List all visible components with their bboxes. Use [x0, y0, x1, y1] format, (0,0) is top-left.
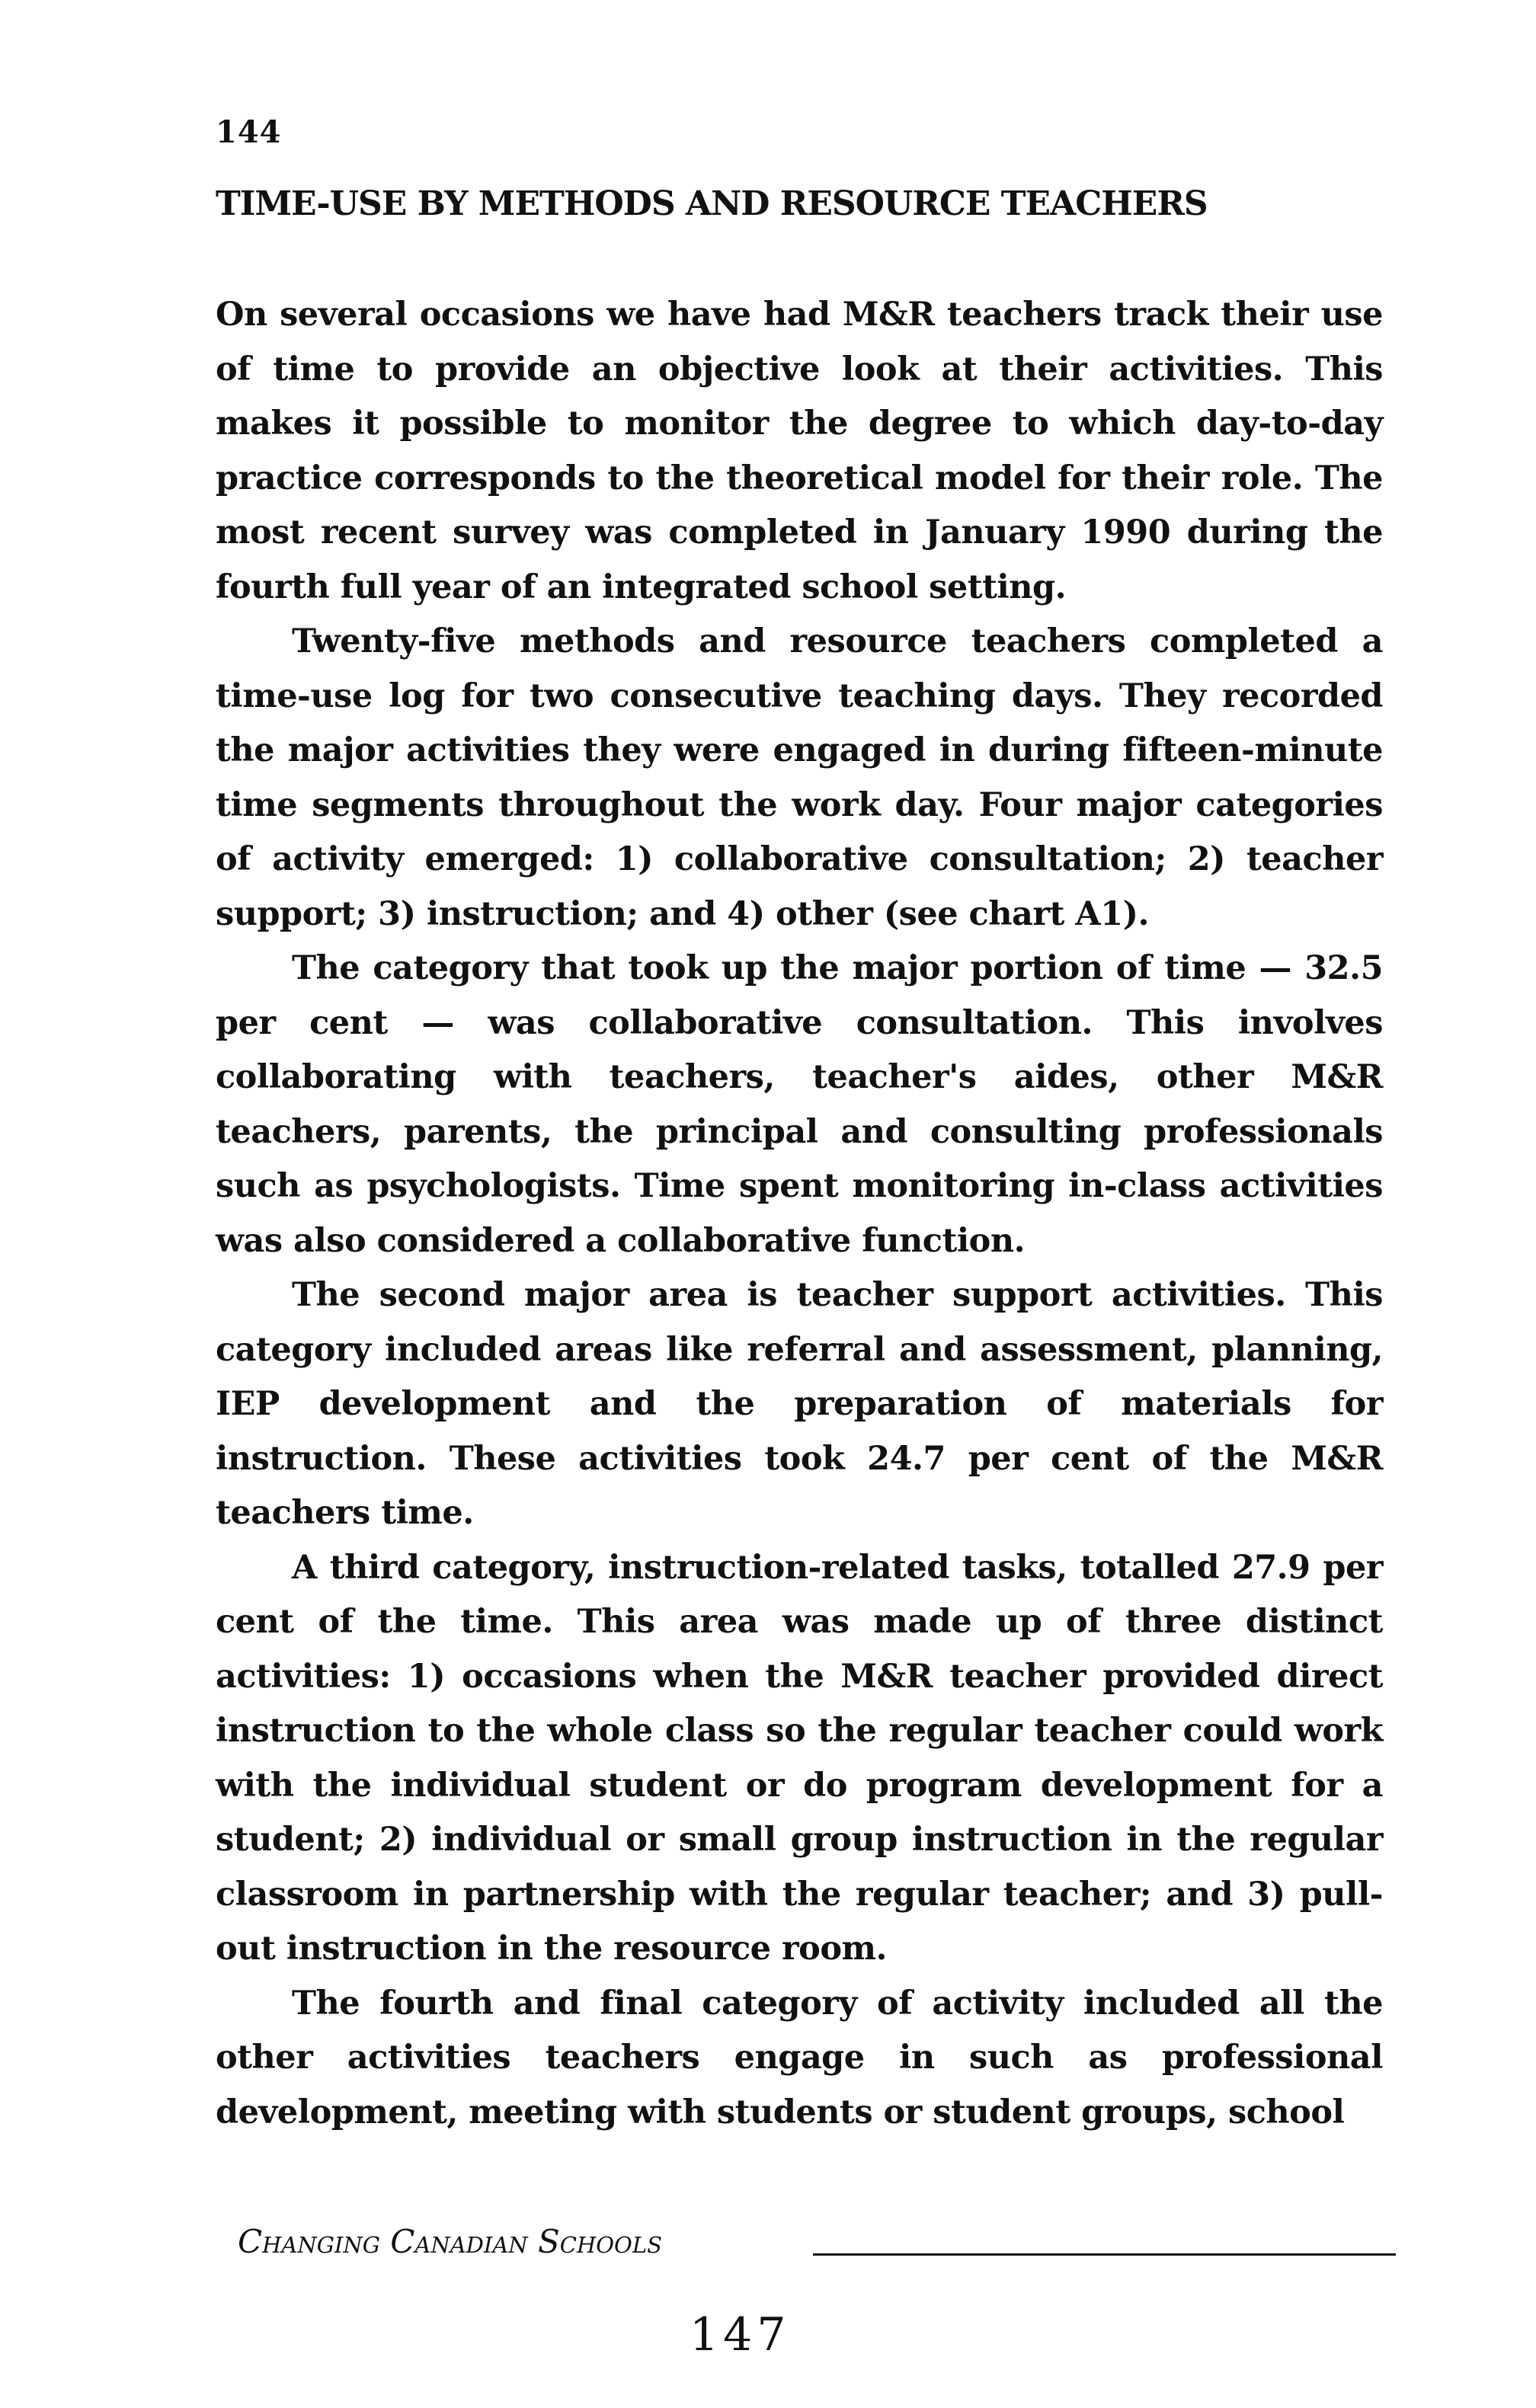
paragraph: The second major area is teacher support activities. This category included areas like referral and assessment, planning, IEP development and the preparation of materials for instruction. These activities took 24.7 per cent of the M&R teachers time. — [216, 1276, 1383, 1532]
page-footer — [238, 2223, 1396, 2269]
page-number-top: 144 — [216, 114, 282, 150]
paragraph: A third category, instruction-related tasks, totalled 27.9 per cent of the time. This area was made up of three distinct activities: 1) occasions when the M&R teacher provided direct instruction to the whole class so the regular teacher could work with the individual student or do program development for a student; 2) individual or small group instruction in the regular classroom in partnership with the regular teacher; and 3) pull-out instruction in the resource room. — [216, 1548, 1383, 1968]
paragraph: On several occasions we have had M&R teachers track their use of time to provide an objective look at their activities. This makes it possible to monitor the degree to which day-to-day practice corresponds to the theoretical model for their role. The most recent survey was completed in January 1990 during the fourth full year of an integrated school setting. — [216, 296, 1383, 606]
paragraph: The category that took up the major portion of time — 32.5 per cent — was collaborative consultation. This involves collaborating with teachers, teacher's aides, other M&R teachers, parents, the principal and consulting professionals such as psychologists. Time spent monitoring in-class activities was also considered a collaborative function. — [216, 949, 1383, 1260]
section-title: TIME-USE BY METHODS AND RESOURCE TEACHERS — [216, 184, 1208, 223]
page-number-bottom: 147 — [690, 2308, 791, 2362]
footer-book-title: Changing Canadian Schools — [238, 2223, 662, 2260]
body-text — [216, 288, 1383, 2140]
paragraph: The fourth and final category of activity included all the other activities teachers engage in such as professional development, meeting with students or student groups, school — [216, 1984, 1383, 2131]
footer-rule — [813, 2253, 1396, 2256]
paragraph: Twenty-five methods and resource teachers completed a time-use log for two consecutive teaching days. They recorded the major activities they were engaged in during fifteen-minute time segments throughout the work day. Four major categories of activity emerged: 1) collaborative consultation; 2) teacher support; 3) instruction; and 4) other (see chart A1). — [216, 622, 1383, 933]
